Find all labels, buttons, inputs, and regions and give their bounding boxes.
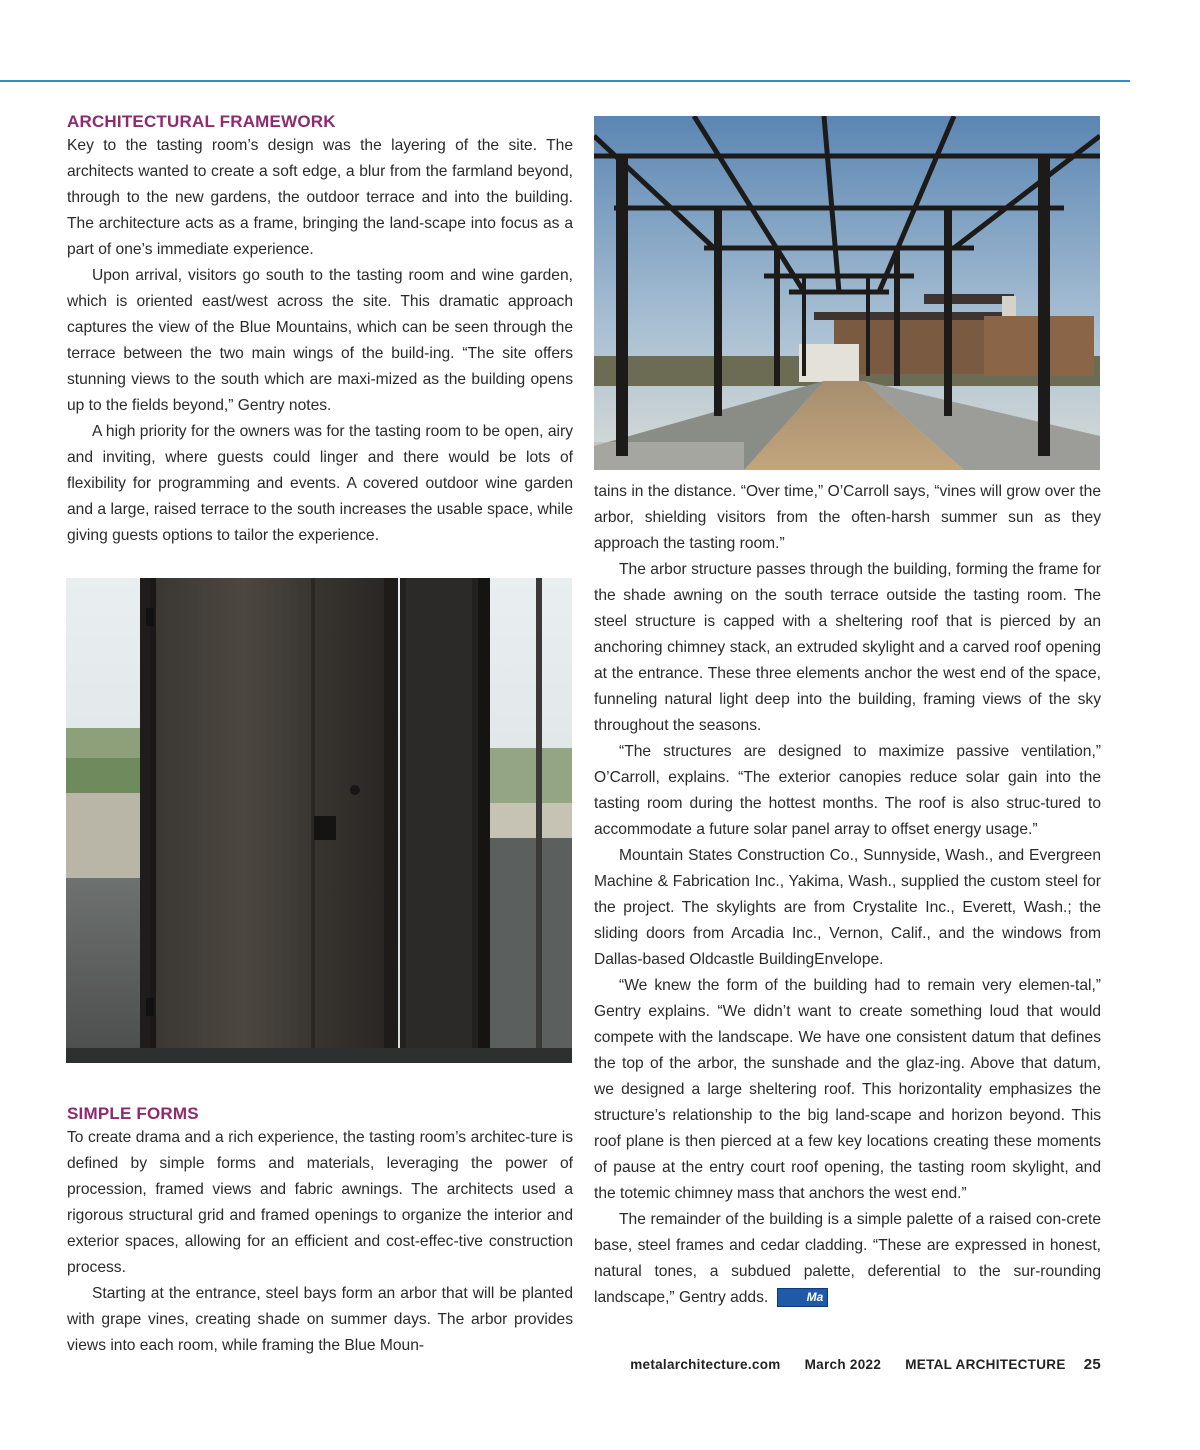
left-column-top: [67, 111, 573, 549]
paragraph: To create drama and a rich experience, the tasting room’s architec-ture is defined by simple forms and materials, leveraging the power of procession, framed views and fabric awnings. The architects used a rigorous structural grid and framed openings to organize the interior and exterior spaces, allowing for an efficient and cost-effec-tive construction process.: [67, 1129, 573, 1276]
heading-architectural-framework: ARCHITECTURAL FRAMEWORK: [67, 112, 336, 131]
footer-issue: March 2022: [804, 1357, 882, 1372]
photo-arbor-walkway: [594, 116, 1100, 470]
heading-simple-forms: SIMPLE FORMS: [67, 1104, 199, 1123]
page-number: 25: [1083, 1356, 1101, 1373]
paragraph-text: The remainder of the building is a simple palette of a raised con-crete base, steel frames and cedar cladding. “These are expressed in honest, natural tones, a subdued palette, deferential to the sur-rounding landscape,” Gentry adds.: [594, 1211, 1101, 1306]
paragraph: “We knew the form of the building had to remain very elemen-tal,” Gentry explains. “We didn’t want to create something loud that would compete with the landscape. We have one consistent datum that defines the top of the arbor, the sunshade and the glaz-ing. Above that datum, we designed a large sheltering roof. This horizontality emphasizes the structure’s relationship to the big land-scape and horizon beyond. This roof plane is then pierced at a few key locations creating these moments of pause at the entry court roof opening, the tasting room skylight, and the totemic chimney mass that anchors the west end.”: [594, 977, 1101, 1202]
paragraph: Starting at the entrance, steel bays form an arbor that will be planted with grape vines, creating shade on summer days. The arbor provides views into each room, while framing the Blue Moun-: [67, 1285, 573, 1354]
paragraph: Upon arrival, visitors go south to the tasting room and wine garden, which is oriented east/west across the site. This dramatic approach captures the view of the Blue Mountains, which can be seen through the terrace between the two main wings of the build-ing. “The site offers stunning views to the south which are maxi-mized as the building opens up to the fields beyond,” Gentry notes.: [67, 267, 573, 414]
page-footer: [610, 1356, 1101, 1373]
paragraph: A high priority for the owners was for the tasting room to be open, airy and inviting, where guests could linger and there would be lots of flexibility for programming and events. A covered outdoor wine garden and a large, raised terrace to the south increases the usable space, while giving guests options to tailor the experience.: [67, 423, 573, 544]
left-column-bottom: [67, 1103, 573, 1359]
paragraph: tains in the distance. “Over time,” O’Carroll says, “vines will grow over the arbor, shielding visitors from the often-harsh summer sun as they approach the tasting room.”: [594, 483, 1101, 552]
paragraph: The arbor structure passes through the building, forming the frame for the shade awning on the south terrace outside the tasting room. The steel structure is capped with a sheltering roof that is pierced by an anchoring chimney stack, an extruded skylight and a carved roof opening at the entrance. These three elements anchor the west end of the space, funneling natural light deep into the building, framing views of the sky throughout the seasons.: [594, 561, 1101, 734]
footer-website: metalarchitecture.com: [630, 1357, 781, 1372]
paragraph: Key to the tasting room’s design was the layering of the site. The architects wanted to create a soft edge, a blur from the farmland beyond, through to the new gardens, the outdoor terrace and into the building. The architecture acts as a frame, bringing the land-scape into focus as a part of one’s immediate experience.: [67, 137, 573, 258]
top-rule: [0, 80, 1130, 82]
paragraph-final: [594, 1207, 1101, 1311]
footer-magazine: METAL ARCHITECTURE: [905, 1357, 1066, 1372]
paragraph: Mountain States Construction Co., Sunnyside, Wash., and Evergreen Machine & Fabrication Inc., Yakima, Wash., supplied the custom steel for the project. The skylights are from Crystalite Inc., Everett, Wash.; the sliding doors from Arcadia Inc., Vernon, Calif., and the windows from Dallas-based Oldcastle BuildingEnvelope.: [594, 847, 1101, 968]
right-column: [594, 479, 1101, 1311]
paragraph: “The structures are designed to maximize passive ventilation,” O’Carroll, explains. “The exterior canopies reduce solar gain into the tasting room during the hottest months. The roof is also struc-tured to accommodate a future solar panel array to offset energy usage.”: [594, 743, 1101, 838]
end-mark-logo: Ma: [777, 1288, 829, 1307]
photo-steel-door: [66, 578, 572, 1063]
